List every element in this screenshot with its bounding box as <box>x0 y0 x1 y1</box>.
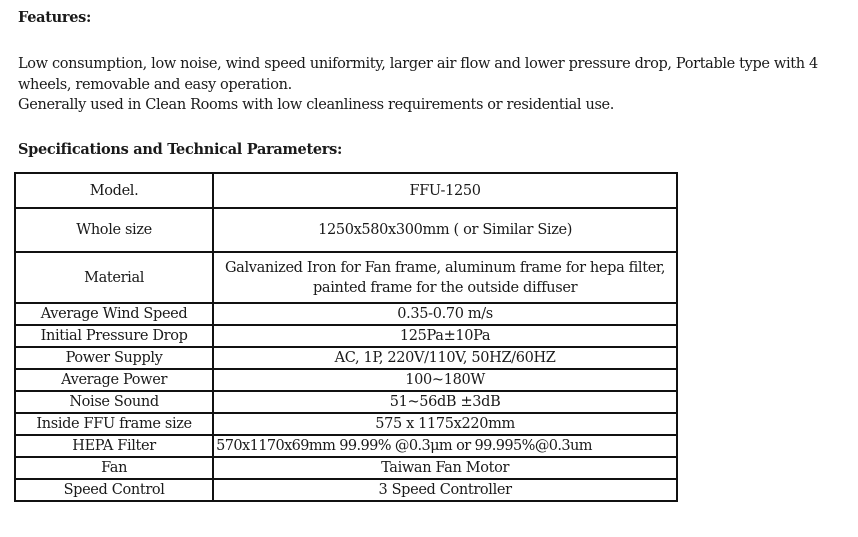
table-row-average-power <box>15 369 677 391</box>
table-row-whole-size <box>15 208 677 252</box>
table-row-hepa-filter <box>15 435 677 457</box>
table-row-average-wind-speed <box>15 303 677 325</box>
row-label: Power Supply <box>15 347 213 369</box>
table-row-model <box>15 173 677 208</box>
row-value: 575 x 1175x220mm <box>213 413 677 435</box>
row-value: 100~180W <box>213 369 677 391</box>
features-heading: Features: <box>18 9 92 26</box>
table-row-fan <box>15 457 677 479</box>
row-label: Material <box>15 252 213 303</box>
row-label: Fan <box>15 457 213 479</box>
row-label: Average Power <box>15 369 213 391</box>
table-row-material <box>15 252 677 303</box>
row-label: Noise Sound <box>15 391 213 413</box>
row-value: AC, 1P, 220V/110V, 50HZ/60HZ <box>213 347 677 369</box>
table-row-power-supply <box>15 347 677 369</box>
row-value: 1250x580x300mm ( or Similar Size) <box>213 208 677 252</box>
features-description: Low consumption, low noise, wind speed uniformity, larger air flow and lower pressure drop, Portable type with 4 wheels, removable and easy operation. <box>18 56 818 93</box>
features-usage: Generally used in Clean Rooms with low cleanliness requirements or residential use. <box>18 97 615 113</box>
row-label: Average Wind Speed <box>15 303 213 325</box>
row-value: FFU-1250 <box>213 173 677 208</box>
row-value: 570x1170x69mm 99.99% @0.3μm or 99.995%@0.3um <box>213 435 677 457</box>
row-value: 0.35-0.70 m/s <box>213 303 677 325</box>
row-value: 3 Speed Controller <box>213 479 677 501</box>
row-label: Model. <box>15 173 213 208</box>
row-label: Inside FFU frame size <box>15 413 213 435</box>
table-row-speed-control <box>15 479 677 501</box>
row-label: Whole size <box>15 208 213 252</box>
specifications-table <box>14 172 678 502</box>
row-value: 125Pa±10Pa <box>213 325 677 347</box>
row-label: Speed Control <box>15 479 213 501</box>
row-label: HEPA Filter <box>15 435 213 457</box>
table-row-inside-ffu-frame-size <box>15 413 677 435</box>
table-row-noise-sound <box>15 391 677 413</box>
row-label: Initial Pressure Drop <box>15 325 213 347</box>
row-value: Taiwan Fan Motor <box>213 457 677 479</box>
table-row-initial-pressure-drop <box>15 325 677 347</box>
row-value: 51~56dB ±3dB <box>213 391 677 413</box>
row-value: Galvanized Iron for Fan frame, aluminum frame for hepa filter, painted frame for the outside diffuser <box>213 252 677 303</box>
specifications-heading: Specifications and Technical Parameters: <box>18 141 343 158</box>
